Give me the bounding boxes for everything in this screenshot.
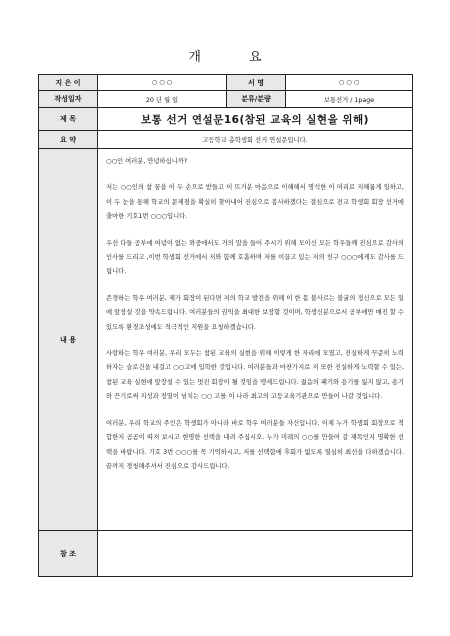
date-label: 작성일자: [39, 91, 98, 108]
subject-label: 제 목: [39, 108, 98, 131]
paragraph: 우선 다들 공부에 여념이 없는 와중에서도 거의 말을 들어 주시기 위해 모이신 모든 학우들께 진심으로 감사의 인사를 드리고 ,이번 학생회 선거에서 저와 함께 호흡하며 저를 이끌고 있는 저의 친구 ○○○에게도 감사를 드립니다.: [106, 239, 404, 276]
author-value: ○ ○ ○: [98, 75, 227, 91]
paragraph: 사랑하는 학우 여러분, 우리 모두는 참된 교육의 실현을 위해 이렇게 한 자리에 모였고, 진실하게 꾸준히 노력하자는 슬로건을 내걸고 ○○고에 입학한 것입니다. 여러분들과 마찬가지로 저 또한 진실하게 노력할 수 있는, 참된 교육 실현에 앞장설 수 있는 멋진 회장이 될 것임을 맹세드립니다. 젊음의 패기와 용기를 잃지 않고, 용기와 끈기로써 지성과 정열이 넘치는 ○○ 고를 이 나라 최고의 고등교육기관으로 만들어 나갈 것입니다.: [106, 350, 404, 401]
paragraph: 저는 ○○인의 참 꿈을 이 두 손으로 받들고 이 뜨거운 마음으로 이해해서 명석한 이 머리로 지혜롭게 일하고, 이 두 눈을 통해 학교의 문제점을 확실히 찾아내어 진심으로 봉사하겠다는 결심으로 전교 학생회 회장 선거에 출마한 기호1번 ○○○입니다.: [106, 184, 404, 221]
paragraph: 존경하는 학우 여러분, 제가 회장이 된다면 저의 학교 발전을 위해 이 한 몸 불사르는 불굴의 정신으로 모든 일에 앞장설 것을 약속드립니다. 여러분들의 권익을 최대한 보장할 것이며, 학생신분으로서 공부에만 매진 할 수 있도록 환경조성에도 적극적인 지원을 요청하겠습니다.: [106, 294, 404, 331]
date-value: 20 년 월 일: [98, 91, 227, 108]
category-value: 보통선거 / 1page: [286, 91, 413, 108]
category-label: 분류/분량: [227, 91, 286, 108]
paragraph: 여러분, 우리 학교의 주인은 학생회가 아니라 바로 학우 여러분들 자신입니다. 이제 누가 학생회 회장으로 적합한지 곰곰이 따져 보시고 현명한 선택을 내려 주십시오. 누가 미래의 ○○를 만들어 갈 재목인지 명확한 선택을 바랍니다. 기호 3번 ○○○를 꼭 기억하시고, 저를 선택함에 후회가 없도록 열심히 최선을 다하겠습니다. 끝까지 경청해주셔서 진심으로 감사드립니다.: [106, 419, 404, 470]
summary-label: 요 약: [39, 131, 98, 149]
content-body: [98, 149, 413, 531]
content-label: 내 용: [39, 149, 98, 531]
reference-value: [98, 531, 413, 577]
page-title: 개 요: [188, 50, 284, 65]
title-value: ○ ○ ○: [286, 75, 413, 91]
summary-table: [38, 74, 413, 577]
paragraph: ○○인 여러분, 안녕하십니까?: [106, 158, 188, 165]
subject-value: 보통 선거 연설문16(참된 교육의 실현을 위해): [98, 108, 413, 131]
author-label: 지 은 이: [39, 75, 98, 91]
reference-label: 참 조: [39, 531, 98, 577]
title-label: 서 명: [227, 75, 286, 91]
summary-value: 고등학교 총학생회 선거 연설문입니다.: [98, 131, 413, 149]
